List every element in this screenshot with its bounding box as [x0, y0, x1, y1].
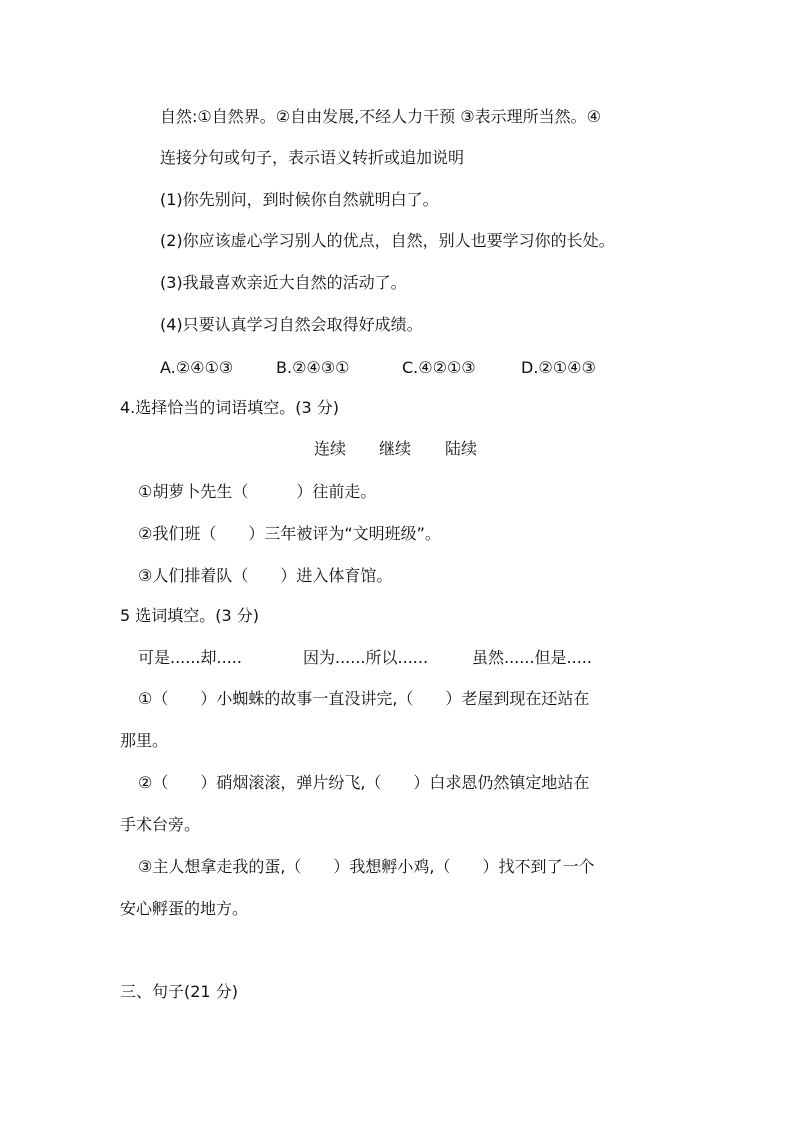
sentence-2: (2)你应该虚心学习别人的优点，自然，别人也要学习你的长处。	[160, 231, 615, 250]
option-a: A.②④①③	[160, 358, 234, 377]
pair-3: 虽然......但是.....	[472, 648, 592, 667]
sentence-4: (4)只要认真学习自然会取得好成绩。	[160, 315, 423, 334]
q4-item-2: ②我们班（ ）三年被评为“文明班级”。	[138, 524, 441, 543]
option-c: C.④②①③	[402, 358, 476, 377]
q5-item-2-line-2: 手术台旁。	[120, 815, 201, 834]
sentence-3: (3)我最喜欢亲近大自然的活动了。	[160, 273, 407, 292]
q5-item-1-line-1: ①（ ）小蜘蛛的故事一直没讲完,（ ）老屋到现在还站在	[138, 689, 590, 708]
pair-2: 因为......所以......	[303, 648, 429, 667]
q4-item-1: ①胡萝卜先生（ ）往前走。	[138, 482, 377, 501]
pair-1: 可是......却.....	[138, 648, 242, 667]
word-luxu: 陆续	[445, 439, 478, 458]
q5-item-3-line-2: 安心孵蛋的地方。	[120, 899, 249, 918]
question-5-title: 5 选词填空。(3 分)	[120, 606, 260, 625]
section-3-title: 三、句子(21 分)	[120, 982, 238, 1001]
option-b: B.②④③①	[276, 358, 350, 377]
word-jixu: 继续	[379, 439, 412, 458]
sentence-1: (1)你先别问，到时候你自然就明白了。	[160, 190, 439, 209]
q5-item-2-line-1: ②（ ）硝烟滚滚，弹片纷飞,（ ）白求恩仍然镇定地站在	[138, 773, 590, 792]
q5-item-1-line-2: 那里。	[120, 731, 169, 750]
definition-line-1: 自然:①自然界。②自由发展,不经人力干预 ③表示理所当然。④	[160, 107, 601, 126]
q5-item-3-line-1: ③主人想拿走我的蛋,（ ）我想孵小鸡,（ ）找不到了一个	[138, 857, 595, 876]
option-d: D.②①④③	[521, 358, 596, 377]
q4-item-3: ③人们排着队（ ）进入体育馆。	[138, 566, 393, 585]
question-4-title: 4.选择恰当的词语填空。(3 分)	[120, 398, 340, 417]
definition-line-2: 连接分句或句子，表示语义转折或追加说明	[160, 148, 465, 167]
word-lianxu: 连续	[314, 439, 347, 458]
